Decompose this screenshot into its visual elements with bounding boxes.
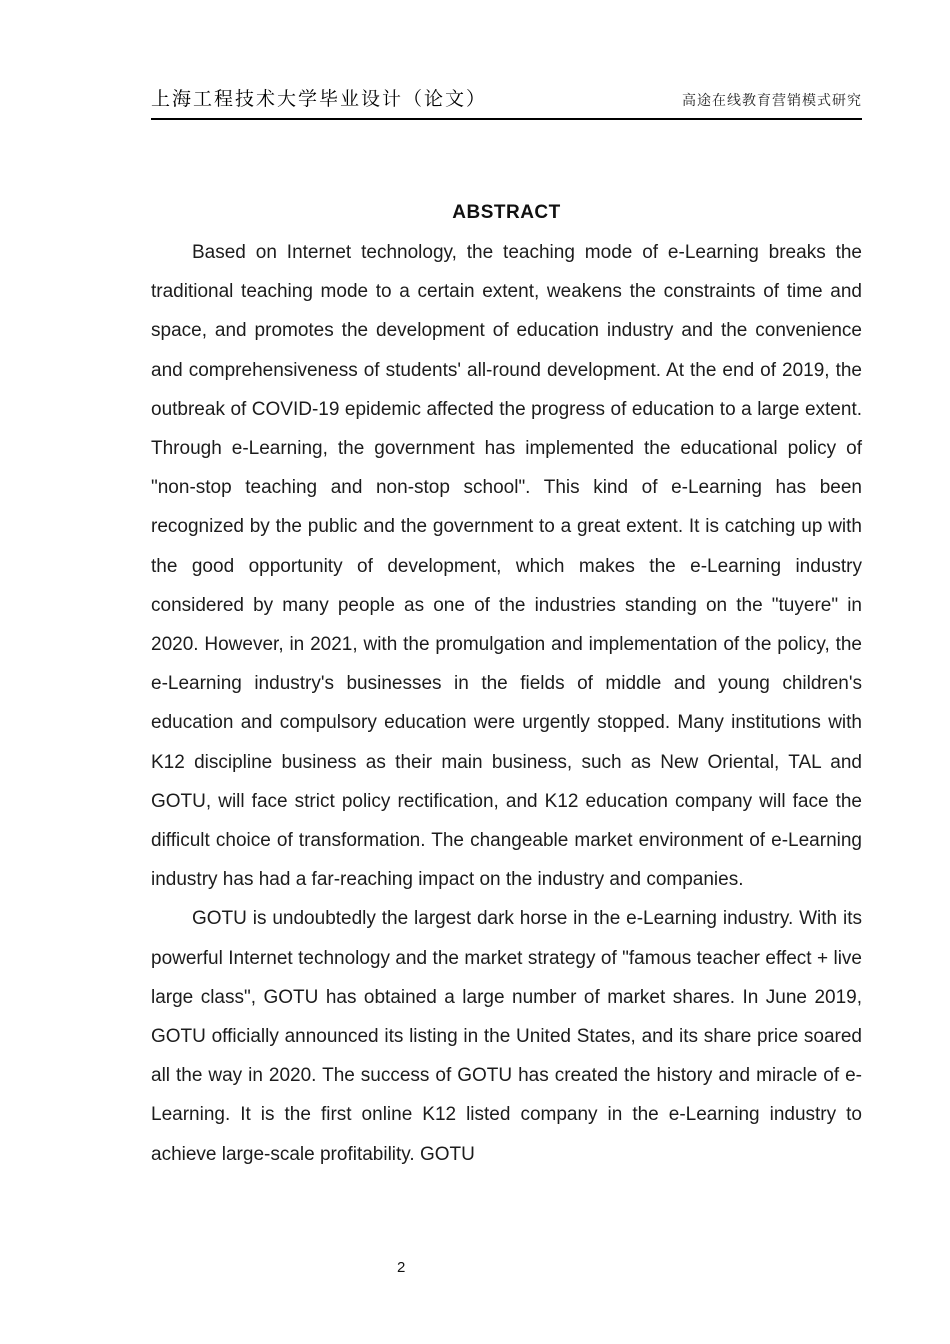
abstract-heading: ABSTRACT bbox=[452, 202, 561, 223]
header-university-title: 上海工程技术大学毕业设计（论文） bbox=[151, 89, 488, 110]
body-paragraph: Based on Internet technology, the teaching mode of e-Learning breaks the traditional teaching mode to a certain extent, weakens the constraints of time and space, and promotes the development of education industry and the convenience and comprehensiveness of students' all-round development. At the end of 2019, the outbreak of COVID-19 epidemic affected the progress of education to a large extent. Through e-Learning, the government has implemented the educational policy of "non-stop teaching and non-stop school". This kind of e-Learning has been recognized by the public and the government to a great extent. It is catching up with the good opportunity of development, which makes the e-Learning industry considered by many people as one of the industries standing on the "tuyere" in 2020. However, in 2021, with the promulgation and implementation of the policy, the e-Learning industry's businesses in the fields of middle and young children's education and compulsory education were urgently stopped. Many institutions with K12 discipline business as their main business, such as New Oriental, TAL and GOTU, will face strict policy rectification, and K12 education company will face the difficult choice of transformation. The changeable market environment of e-Learning industry has had a far-reaching impact on the industry and companies. bbox=[151, 242, 862, 891]
abstract-body bbox=[151, 233, 862, 1174]
page-header bbox=[151, 84, 862, 120]
body-paragraph: GOTU is undoubtedly the largest dark horse in the e-Learning industry. With its powerful Internet technology and the market strategy of "famous teacher effect + live large class", GOTU has obtained a large number of market shares. In June 2019, GOTU officially announced its listing in the United States, and its share price soared all the way in 2020. The success of GOTU has created the history and miracle of e-Learning. It is the first online K12 listed company in the e-Learning industry to achieve large-scale profitability. GOTU bbox=[151, 908, 862, 1165]
header-thesis-subject: 高途在线教育营销模式研究 bbox=[682, 94, 862, 109]
page-number: 2 bbox=[397, 1259, 406, 1276]
